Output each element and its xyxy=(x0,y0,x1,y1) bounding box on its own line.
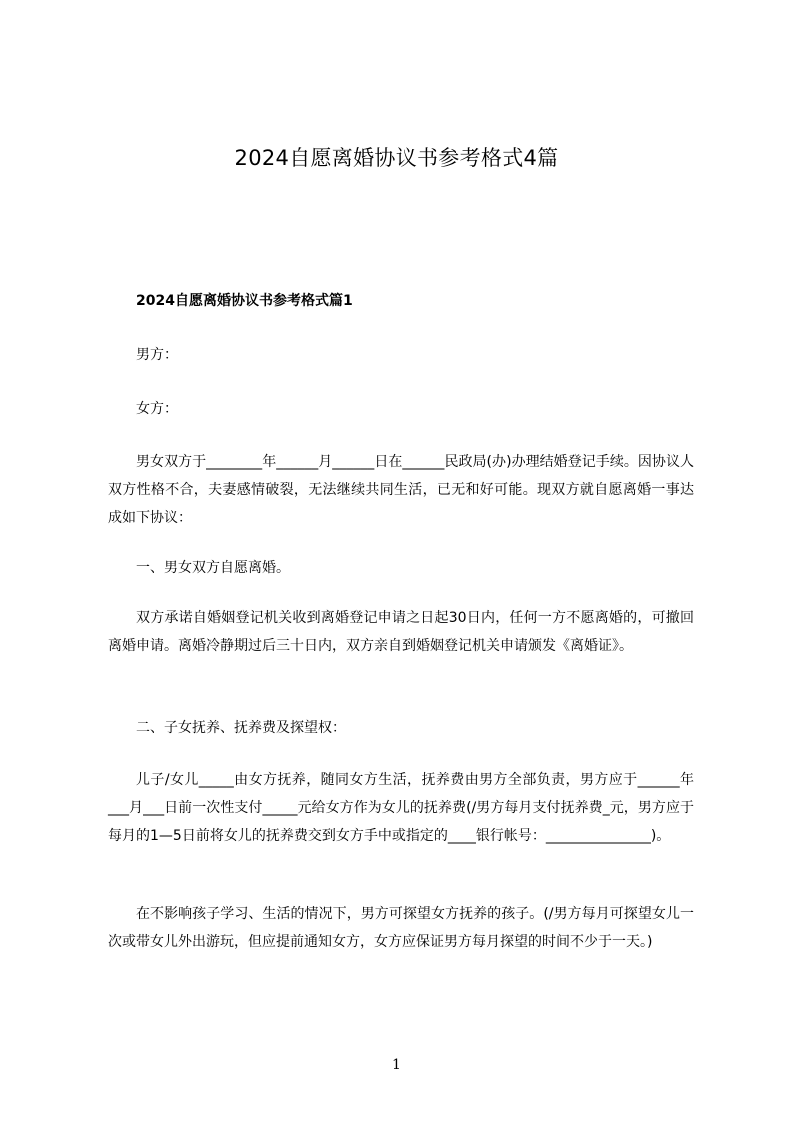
intro-paragraph: 男女双方于________年______月______日在______民政局(办)办理结婚登记手续。因协议人双方性格不合，夫妻感情破裂，无法继续共同生活，已无和好可能。现双方就自愿离婚一事达成如下协议： xyxy=(108,454,694,526)
clause-1-heading: 一、男女双方自愿离婚。 xyxy=(136,560,290,576)
male-party-label: 男方： xyxy=(136,347,178,363)
page-number: 1 xyxy=(392,1057,401,1073)
clause-1-body: 双方承诺自婚姻登记机关收到离婚登记申请之日起30日内，任何一方不愿离婚的，可撤回离婚申请。离婚冷静期过后三十日内，双方亲自到婚姻登记机关申请颁发《离婚证》。 xyxy=(108,610,694,654)
female-party-label: 女方： xyxy=(136,401,178,417)
clause-2-heading: 二、子女抚养、抚养费及探望权： xyxy=(136,720,346,736)
clause-2-child-support-paragraph: 儿子/女儿_____由女方抚养，随同女方生活，抚养费由男方全部负责，男方应于______年___月___日前一次性支付_____元给女方作为女儿的抚养费(/男方每月支付抚养费_元，男方应于每月的1—5日前将女儿的抚养费交到女方手中或指定的____银行帐号：_______________)。 xyxy=(108,772,694,844)
section-heading: 2024自愿离婚协议书参考格式篇1 xyxy=(136,293,353,309)
clause-2-visitation-paragraph: 在不影响孩子学习、生活的情况下，男方可探望女方抚养的孩子。(/男方每月可探望女儿一次或带女儿外出游玩，但应提前通知女方，女方应保证男方每月探望的时间不少于一天。) xyxy=(108,906,694,950)
document-title: 2024自愿离婚协议书参考格式4篇 xyxy=(234,146,559,170)
